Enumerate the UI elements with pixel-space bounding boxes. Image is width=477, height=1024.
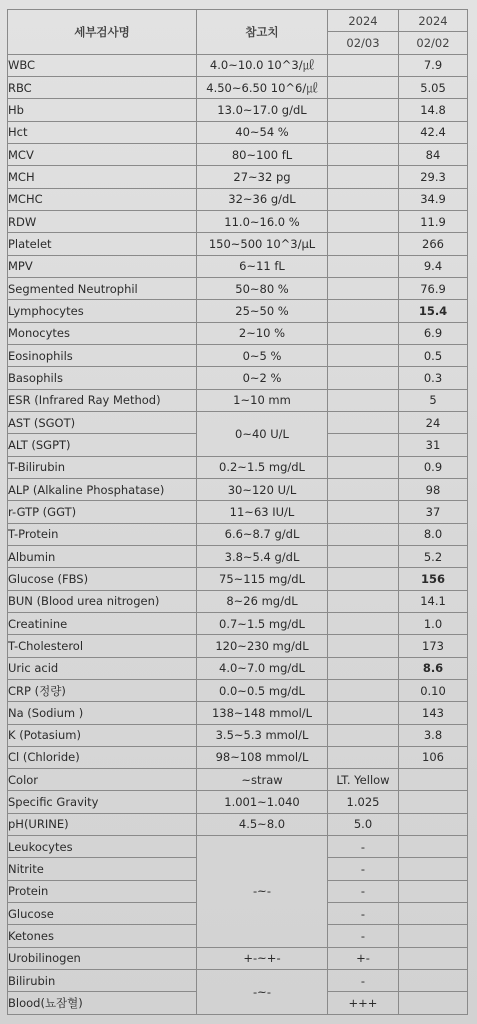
- result-2024-02-03: [328, 76, 399, 98]
- test-name: Segmented Neutrophil: [8, 277, 197, 299]
- result-2024-02-03: [328, 188, 399, 210]
- result-2024-02-03: [328, 166, 399, 188]
- result-2024-02-02: 76.9: [399, 277, 468, 299]
- result-2024-02-02: [399, 836, 468, 858]
- table-row: [8, 121, 468, 143]
- result-2024-02-02: 15.4: [399, 300, 468, 322]
- table-row: [8, 635, 468, 657]
- result-2024-02-03: [328, 568, 399, 590]
- result-2024-02-03: [328, 612, 399, 634]
- result-2024-02-02: 8.0: [399, 523, 468, 545]
- result-2024-02-03: [328, 702, 399, 724]
- result-2024-02-03: [328, 54, 399, 76]
- reference-range: 0~40 U/L: [197, 411, 328, 456]
- test-name: AST (SGOT): [8, 411, 197, 433]
- header-col2-date: 02/02: [399, 32, 468, 54]
- test-name: Protein: [8, 880, 197, 902]
- result-2024-02-03: [328, 367, 399, 389]
- result-2024-02-02: [399, 813, 468, 835]
- result-2024-02-02: [399, 970, 468, 992]
- result-2024-02-03: [328, 121, 399, 143]
- reference-range: ~straw: [197, 769, 328, 791]
- result-2024-02-02: 1.0: [399, 612, 468, 634]
- reference-range: 80~100 fL: [197, 143, 328, 165]
- result-2024-02-03: [328, 411, 399, 433]
- table-row: [8, 836, 468, 858]
- result-2024-02-03: [328, 255, 399, 277]
- reference-range: 50~80 %: [197, 277, 328, 299]
- table-row: [8, 612, 468, 634]
- table-row: [8, 791, 468, 813]
- table-row: [8, 54, 468, 76]
- reference-range: 3.5~5.3 mmol/L: [197, 724, 328, 746]
- test-name: Na (Sodium ): [8, 702, 197, 724]
- reference-range: 150~500 10^3/μL: [197, 233, 328, 255]
- result-2024-02-02: 42.4: [399, 121, 468, 143]
- result-2024-02-02: 6.9: [399, 322, 468, 344]
- result-2024-02-03: +++: [328, 992, 399, 1015]
- result-2024-02-02: 7.9: [399, 54, 468, 76]
- table-row: [8, 657, 468, 679]
- table-row: [8, 143, 468, 165]
- result-2024-02-02: [399, 992, 468, 1015]
- reference-range: 4.0~10.0 10^3/㎕: [197, 54, 328, 76]
- reference-range: 0.0~0.5 mg/dL: [197, 679, 328, 701]
- table-row: [8, 590, 468, 612]
- reference-range: 13.0~17.0 g/dL: [197, 99, 328, 121]
- result-2024-02-03: [328, 434, 399, 456]
- test-name: K (Potasium): [8, 724, 197, 746]
- result-2024-02-03: [328, 724, 399, 746]
- reference-range: 4.5~8.0: [197, 813, 328, 835]
- test-name: CRP (정량): [8, 679, 197, 701]
- reference-range: 32~36 g/dL: [197, 188, 328, 210]
- result-2024-02-03: -: [328, 880, 399, 902]
- test-name: MCV: [8, 143, 197, 165]
- result-2024-02-02: [399, 947, 468, 969]
- test-name: WBC: [8, 54, 197, 76]
- reference-range: 2~10 %: [197, 322, 328, 344]
- table-row: [8, 523, 468, 545]
- result-2024-02-02: 11.9: [399, 210, 468, 232]
- test-name: Glucose: [8, 903, 197, 925]
- test-name: Eosinophils: [8, 344, 197, 366]
- result-2024-02-02: 0.9: [399, 456, 468, 478]
- test-name: Urobilinogen: [8, 947, 197, 969]
- reference-range: 3.8~5.4 g/dL: [197, 545, 328, 567]
- table-row: [8, 277, 468, 299]
- result-2024-02-02: [399, 903, 468, 925]
- table-row: [8, 210, 468, 232]
- header-row: [8, 10, 468, 32]
- test-name: Creatinine: [8, 612, 197, 634]
- test-name: T-Protein: [8, 523, 197, 545]
- reference-range: 11.0~16.0 %: [197, 210, 328, 232]
- table-row: [8, 76, 468, 98]
- reference-range: 138~148 mmol/L: [197, 702, 328, 724]
- result-2024-02-03: -: [328, 903, 399, 925]
- header-col1-date: 02/03: [328, 32, 399, 54]
- header-col2-year: 2024: [399, 10, 468, 32]
- test-name: MCHC: [8, 188, 197, 210]
- reference-range: 27~32 pg: [197, 166, 328, 188]
- lab-results-table: [7, 9, 468, 1015]
- test-name: r-GTP (GGT): [8, 501, 197, 523]
- result-2024-02-02: 0.3: [399, 367, 468, 389]
- table-row: [8, 813, 468, 835]
- test-name: Leukocytes: [8, 836, 197, 858]
- result-2024-02-02: [399, 925, 468, 947]
- table-row: [8, 746, 468, 768]
- reference-range: 6.6~8.7 g/dL: [197, 523, 328, 545]
- table-row: [8, 769, 468, 791]
- table-row: [8, 947, 468, 969]
- result-2024-02-02: [399, 791, 468, 813]
- result-2024-02-02: [399, 858, 468, 880]
- result-2024-02-03: 1.025: [328, 791, 399, 813]
- reference-range: 75~115 mg/dL: [197, 568, 328, 590]
- header-item-name: 세부검사명: [8, 10, 197, 55]
- result-2024-02-03: -: [328, 970, 399, 992]
- test-name: ESR (Infrared Ray Method): [8, 389, 197, 411]
- result-2024-02-02: 5: [399, 389, 468, 411]
- test-name: Hb: [8, 99, 197, 121]
- result-2024-02-03: [328, 746, 399, 768]
- result-2024-02-03: [328, 635, 399, 657]
- test-name: RBC: [8, 76, 197, 98]
- test-name: BUN (Blood urea nitrogen): [8, 590, 197, 612]
- test-name: Blood(뇨잠혈): [8, 992, 197, 1015]
- test-name: Uric acid: [8, 657, 197, 679]
- test-name: T-Cholesterol: [8, 635, 197, 657]
- result-2024-02-02: 8.6: [399, 657, 468, 679]
- test-name: Bilirubin: [8, 970, 197, 992]
- table-row: [8, 166, 468, 188]
- reference-range: 0.7~1.5 mg/dL: [197, 612, 328, 634]
- result-2024-02-03: [328, 590, 399, 612]
- test-name: Monocytes: [8, 322, 197, 344]
- reference-range: 0~5 %: [197, 344, 328, 366]
- test-name: Platelet: [8, 233, 197, 255]
- result-2024-02-03: [328, 344, 399, 366]
- reference-range: 11~63 IU/L: [197, 501, 328, 523]
- table-row: [8, 99, 468, 121]
- table-row: [8, 411, 468, 433]
- reference-range: 4.50~6.50 10^6/㎕: [197, 76, 328, 98]
- result-2024-02-03: [328, 501, 399, 523]
- reference-range: 98~108 mmol/L: [197, 746, 328, 768]
- test-name: Nitrite: [8, 858, 197, 880]
- result-2024-02-02: 143: [399, 702, 468, 724]
- result-2024-02-02: 37: [399, 501, 468, 523]
- result-2024-02-02: 14.1: [399, 590, 468, 612]
- result-2024-02-02: 31: [399, 434, 468, 456]
- reference-range: 6~11 fL: [197, 255, 328, 277]
- table-row: [8, 501, 468, 523]
- result-2024-02-03: [328, 322, 399, 344]
- table-row: [8, 367, 468, 389]
- test-name: T-Bilirubin: [8, 456, 197, 478]
- reference-range: -~-: [197, 836, 328, 948]
- reference-range: 30~120 U/L: [197, 478, 328, 500]
- result-2024-02-03: -: [328, 858, 399, 880]
- table-row: [8, 679, 468, 701]
- result-2024-02-03: -: [328, 925, 399, 947]
- reference-range: 0.2~1.5 mg/dL: [197, 456, 328, 478]
- table-row: [8, 545, 468, 567]
- test-name: Cl (Chloride): [8, 746, 197, 768]
- reference-range: 25~50 %: [197, 300, 328, 322]
- result-2024-02-02: 106: [399, 746, 468, 768]
- test-name: ALP (Alkaline Phosphatase): [8, 478, 197, 500]
- result-2024-02-03: [328, 456, 399, 478]
- test-name: Ketones: [8, 925, 197, 947]
- result-2024-02-03: -: [328, 836, 399, 858]
- test-name: Hct: [8, 121, 197, 143]
- test-name: Glucose (FBS): [8, 568, 197, 590]
- test-name: pH(URINE): [8, 813, 197, 835]
- result-2024-02-03: [328, 389, 399, 411]
- result-2024-02-02: 24: [399, 411, 468, 433]
- table-row: [8, 970, 468, 992]
- result-2024-02-03: [328, 300, 399, 322]
- table-row: [8, 255, 468, 277]
- result-2024-02-02: 84: [399, 143, 468, 165]
- test-name: Albumin: [8, 545, 197, 567]
- result-2024-02-02: 9.4: [399, 255, 468, 277]
- reference-range: 120~230 mg/dL: [197, 635, 328, 657]
- table-row: [8, 702, 468, 724]
- header-reference: 참고치: [197, 10, 328, 55]
- reference-range: 8~26 mg/dL: [197, 590, 328, 612]
- result-2024-02-02: [399, 880, 468, 902]
- test-name: Basophils: [8, 367, 197, 389]
- reference-range: 0~2 %: [197, 367, 328, 389]
- reference-range: +-~+-: [197, 947, 328, 969]
- reference-range: 1~10 mm: [197, 389, 328, 411]
- table-row: [8, 478, 468, 500]
- result-2024-02-03: [328, 210, 399, 232]
- result-2024-02-02: 98: [399, 478, 468, 500]
- test-name: MCH: [8, 166, 197, 188]
- result-2024-02-02: 156: [399, 568, 468, 590]
- result-2024-02-03: [328, 478, 399, 500]
- test-name: RDW: [8, 210, 197, 232]
- result-2024-02-02: 266: [399, 233, 468, 255]
- result-2024-02-02: 34.9: [399, 188, 468, 210]
- result-2024-02-03: 5.0: [328, 813, 399, 835]
- result-2024-02-03: [328, 657, 399, 679]
- test-name: ALT (SGPT): [8, 434, 197, 456]
- test-name: Color: [8, 769, 197, 791]
- test-name: Lymphocytes: [8, 300, 197, 322]
- table-row: [8, 456, 468, 478]
- table-row: [8, 188, 468, 210]
- reference-range: -~-: [197, 970, 328, 1015]
- table-row: [8, 389, 468, 411]
- table-row: [8, 322, 468, 344]
- table-row: [8, 344, 468, 366]
- table-row: [8, 724, 468, 746]
- result-2024-02-02: 0.5: [399, 344, 468, 366]
- result-2024-02-02: 173: [399, 635, 468, 657]
- result-2024-02-03: [328, 277, 399, 299]
- result-2024-02-03: [328, 143, 399, 165]
- result-2024-02-03: LT. Yellow: [328, 769, 399, 791]
- result-2024-02-02: 14.8: [399, 99, 468, 121]
- result-2024-02-03: [328, 99, 399, 121]
- result-2024-02-03: [328, 523, 399, 545]
- result-2024-02-03: [328, 545, 399, 567]
- result-2024-02-03: [328, 679, 399, 701]
- result-2024-02-03: +-: [328, 947, 399, 969]
- table-row: [8, 300, 468, 322]
- result-2024-02-02: 29.3: [399, 166, 468, 188]
- result-2024-02-02: 5.05: [399, 76, 468, 98]
- test-name: MPV: [8, 255, 197, 277]
- header-col1-year: 2024: [328, 10, 399, 32]
- reference-range: 4.0~7.0 mg/dL: [197, 657, 328, 679]
- result-2024-02-02: [399, 769, 468, 791]
- result-2024-02-02: 3.8: [399, 724, 468, 746]
- result-2024-02-03: [328, 233, 399, 255]
- table-row: [8, 233, 468, 255]
- result-2024-02-02: 0.10: [399, 679, 468, 701]
- reference-range: 1.001~1.040: [197, 791, 328, 813]
- table-row: [8, 568, 468, 590]
- test-name: Specific Gravity: [8, 791, 197, 813]
- result-2024-02-02: 5.2: [399, 545, 468, 567]
- reference-range: 40~54 %: [197, 121, 328, 143]
